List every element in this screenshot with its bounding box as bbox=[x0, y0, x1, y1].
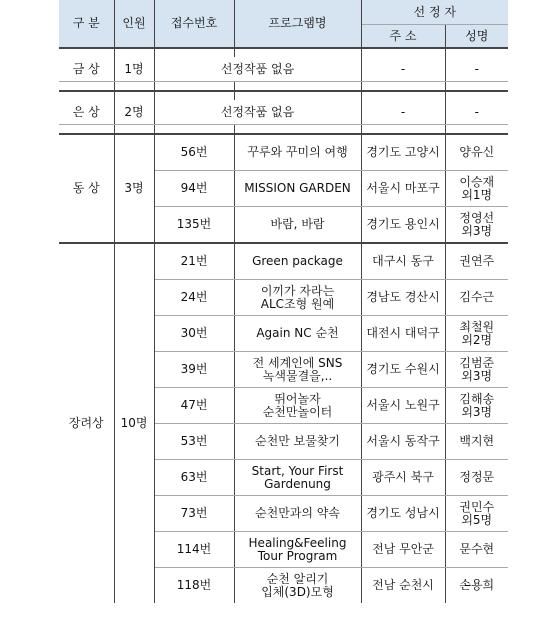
bronze-address: 경기도 고양시 bbox=[361, 134, 445, 171]
encouragement-entry-no: 114번 bbox=[154, 532, 234, 568]
encouragement-name bbox=[445, 388, 508, 424]
encouragement-program bbox=[234, 280, 361, 316]
encouragement-entry-no: 118번 bbox=[154, 568, 234, 604]
name-extra-line: 외3명 bbox=[461, 223, 493, 238]
bronze-name bbox=[445, 207, 508, 244]
gold-program: 선정작품 없음 bbox=[154, 57, 361, 82]
encouragement-program bbox=[234, 532, 361, 568]
encouragement-name: 정정문 bbox=[445, 460, 508, 496]
name-line: 정영선 bbox=[459, 210, 495, 225]
program-line: 이끼가 자라는 bbox=[260, 283, 335, 298]
name-line: 권민수 bbox=[459, 499, 495, 514]
name-line: 최철원 bbox=[459, 319, 495, 334]
silver-category: 은 상 bbox=[59, 100, 114, 125]
encouragement-name bbox=[445, 352, 508, 388]
spacer-row bbox=[59, 91, 508, 100]
program-line: Healing&Feeling bbox=[248, 535, 347, 550]
encouragement-entry-no: 63번 bbox=[154, 460, 234, 496]
encouragement-entry-no: 73번 bbox=[154, 496, 234, 532]
encouragement-name: 문수현 bbox=[445, 532, 508, 568]
spacer-row bbox=[59, 48, 508, 57]
bronze-entry-no: 135번 bbox=[154, 207, 234, 244]
encouragement-address: 서울시 노원구 bbox=[361, 388, 445, 424]
encouragement-program: 순천만과의 약속 bbox=[234, 496, 361, 532]
name-line: 김해송 bbox=[459, 391, 495, 406]
encouragement-address: 경기도 성남시 bbox=[361, 496, 445, 532]
encouragement-address: 경기도 수원시 bbox=[361, 352, 445, 388]
bronze-program: 바람, 바람 bbox=[234, 207, 361, 244]
name-extra-line: 외1명 bbox=[461, 187, 493, 202]
encouragement-category: 장려상 bbox=[59, 243, 114, 603]
encouragement-address: 대구시 동구 bbox=[361, 243, 445, 280]
bronze-category: 동 상 bbox=[59, 134, 114, 243]
encouragement-name bbox=[445, 496, 508, 532]
encouragement-program bbox=[234, 388, 361, 424]
encouragement-address: 전남 순천시 bbox=[361, 568, 445, 604]
encouragement-address: 광주시 북구 bbox=[361, 460, 445, 496]
bronze-count: 3명 bbox=[114, 134, 154, 243]
header-entry-no: 접수번호 bbox=[154, 0, 234, 48]
encouragement-name bbox=[445, 316, 508, 352]
name-extra-line: 외3명 bbox=[461, 368, 493, 383]
gold-count: 1명 bbox=[114, 57, 154, 82]
header-row bbox=[59, 0, 508, 25]
awards-table-wrapper bbox=[59, 0, 508, 603]
encouragement-entry-no: 30번 bbox=[154, 316, 234, 352]
silver-program: 선정작품 없음 bbox=[154, 100, 361, 125]
encouragement-program bbox=[234, 460, 361, 496]
gold-category: 금 상 bbox=[59, 57, 114, 82]
program-extra-line: 순천만놀이터 bbox=[262, 404, 333, 419]
awards-table bbox=[59, 0, 508, 603]
encouragement-address: 전남 무안군 bbox=[361, 532, 445, 568]
header-count: 인원 bbox=[114, 0, 154, 48]
program-extra-line: 녹색물결을,.. bbox=[262, 368, 333, 383]
name-line: 이승재 bbox=[459, 174, 495, 189]
silver-address: - bbox=[361, 100, 445, 125]
name-line: 김범준 bbox=[459, 355, 495, 370]
bronze-entry-no: 94번 bbox=[154, 171, 234, 207]
encouragement-entry-no: 47번 bbox=[154, 388, 234, 424]
program-extra-line: 입체(3D)모형 bbox=[261, 584, 334, 599]
bronze-name: 양유신 bbox=[445, 134, 508, 171]
encouragement-program: Again NC 순천 bbox=[234, 316, 361, 352]
encouragement-program bbox=[234, 352, 361, 388]
bronze-address: 경기도 용인시 bbox=[361, 207, 445, 244]
name-extra-line: 외3명 bbox=[461, 404, 493, 419]
program-line: 순천 알리기 bbox=[266, 571, 329, 586]
encouragement-address: 경남도 경산시 bbox=[361, 280, 445, 316]
program-line: Start, Your First bbox=[251, 463, 344, 478]
table-row-bronze-1 bbox=[59, 134, 508, 171]
encouragement-address: 대전시 대덕구 bbox=[361, 316, 445, 352]
encouragement-count: 10명 bbox=[114, 243, 154, 603]
program-extra-line: Tour Program bbox=[257, 548, 338, 563]
bronze-entry-no: 56번 bbox=[154, 134, 234, 171]
program-extra-line: Gardenung bbox=[264, 476, 331, 491]
table-row-silver bbox=[59, 100, 508, 125]
table-row-gold bbox=[59, 57, 508, 82]
encouragement-entry-no: 53번 bbox=[154, 424, 234, 460]
encouragement-name: 김수근 bbox=[445, 280, 508, 316]
program-extra-line: ALC조형 원예 bbox=[260, 296, 335, 311]
silver-count: 2명 bbox=[114, 100, 154, 125]
header-address: 주 소 bbox=[361, 25, 445, 49]
header-name: 성명 bbox=[445, 25, 508, 49]
encouragement-name: 손용희 bbox=[459, 578, 495, 592]
gold-address: - bbox=[361, 57, 445, 82]
encouragement-program: 순천만 보물찾기 bbox=[234, 424, 361, 460]
gold-name: - bbox=[445, 57, 508, 82]
name-extra-line: 외5명 bbox=[461, 512, 493, 527]
spacer-row bbox=[59, 82, 508, 92]
encouragement-program: Green package bbox=[234, 243, 361, 280]
encouragement-name: 백지현 bbox=[445, 424, 508, 460]
encouragement-program bbox=[234, 568, 361, 604]
header-program: 프로그램명 bbox=[234, 0, 361, 48]
encouragement-entry-no: 21번 bbox=[154, 243, 234, 280]
encouragement-address: 서울시 동작구 bbox=[361, 424, 445, 460]
bronze-program: MISSION GARDEN bbox=[234, 171, 361, 207]
spacer-row bbox=[59, 125, 508, 135]
program-line: 전 세계인에 SNS bbox=[252, 355, 343, 370]
bronze-address: 서울시 마포구 bbox=[361, 171, 445, 207]
bronze-name bbox=[445, 171, 508, 207]
encouragement-entry-no: 39번 bbox=[154, 352, 234, 388]
table-row-encouragement-1 bbox=[59, 243, 508, 280]
header-category: 구 분 bbox=[59, 0, 114, 48]
header-winner: 선 정 자 bbox=[361, 0, 508, 25]
bronze-program: 꾸루와 꾸미의 여행 bbox=[234, 134, 361, 171]
silver-name: - bbox=[445, 100, 508, 125]
program-line: 뛰어놀자 bbox=[274, 391, 321, 406]
encouragement-name: 권연주 bbox=[445, 243, 508, 280]
encouragement-entry-no: 24번 bbox=[154, 280, 234, 316]
name-extra-line: 외2명 bbox=[461, 332, 493, 347]
